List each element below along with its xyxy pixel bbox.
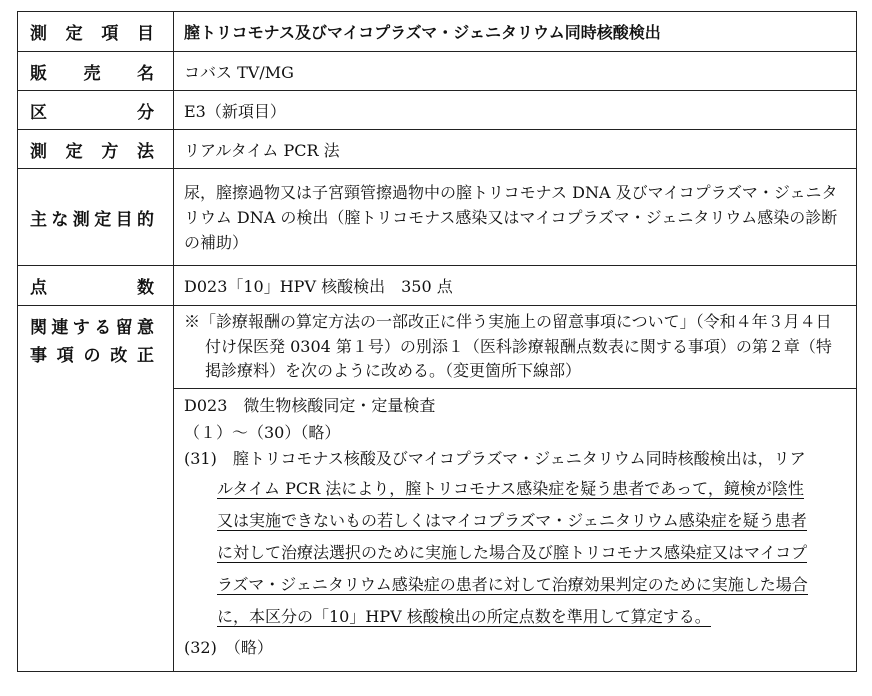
row-item: [18, 12, 857, 52]
label-category: 区分: [30, 102, 154, 123]
label-cell: [18, 130, 174, 169]
info-table: [17, 11, 857, 672]
label-cell: [18, 169, 174, 266]
label-revision-2: 事項の改正: [30, 346, 154, 366]
label-method: 測定方法: [30, 141, 154, 162]
underlined-line: ラズマ・ジェニタリウム感染症の患者に対して治療効果判定のために実施した場合: [217, 574, 808, 594]
label-revision-1: 関連する留意: [30, 318, 154, 338]
label-purpose: 主な測定目的: [30, 209, 154, 230]
revision-note-cell: [174, 306, 857, 389]
row-method: [18, 130, 857, 169]
item31-lead: (31) 膣トリコモナス核酸及びマイコプラズマ・ジェニタリウム同時核酸検出は，リア: [184, 449, 806, 468]
label-cell: [18, 266, 174, 306]
omit-line-2: (32) （略）: [184, 637, 273, 657]
omit-line-1: （１）～（30）（略）: [184, 422, 341, 442]
row-revision-note: [18, 306, 857, 389]
section-heading: D023 微生物核酸同定・定量検査: [184, 396, 436, 415]
label-cell: [18, 12, 174, 52]
row-category: [18, 91, 857, 130]
label-cell: [18, 91, 174, 130]
value-item: 膣トリコモナス及びマイコプラズマ・ジェニタリウム同時核酸検出: [174, 12, 857, 52]
underlined-line: に対して治療法選択のために実施した場合及び膣トリコモナス感染症又はマイコプ: [217, 542, 808, 562]
value-product: コバス TV/MG: [174, 52, 857, 91]
label-points: 点数: [30, 278, 154, 298]
value-method: リアルタイム PCR 法: [174, 130, 857, 169]
value-category: E3（新項目）: [174, 91, 857, 130]
row-purpose: [18, 169, 857, 266]
label-cell: [18, 306, 174, 672]
value-points: D023「10」HPV 核酸検出 350 点: [174, 266, 857, 306]
value-purpose: 尿，膣擦過物又は子宮頸管擦過物中の膣トリコモナス DNA 及びマイコプラズマ・ジェニタリウム DNA の検出（膣トリコモナス感染又はマイコプラズマ・ジェニタリウム感染の診断の補助）: [174, 169, 857, 266]
underlined-line: に，本区分の「10」HPV 核酸検出の所定点数を準用して算定する。: [217, 606, 711, 626]
item31-underlined: [184, 473, 846, 633]
revision-note: ※「診療報酬の算定方法の一部改正に伴う実施上の留意事項について」（令和４年３月４日付け保医発 0304 第１号）の別添１（医科診療報酬点数表に関する事項）の第２章（特掲診療料）を次のように改める。（変更箇所下線部）: [184, 312, 832, 381]
revision-body-cell: [174, 389, 857, 672]
label-item: 測定項目: [30, 24, 154, 44]
label-cell: [18, 52, 174, 91]
label-product: 販売名: [30, 63, 154, 84]
row-product: [18, 52, 857, 91]
row-points: [18, 266, 857, 306]
underlined-line: ルタイム PCR 法により，膣トリコモナス感染症を疑う患者であって，鏡検が陰性: [217, 478, 804, 498]
underlined-line: 又は実施できないもの若しくはマイコプラズマ・ジェニタリウム感染症を疑う患者: [217, 510, 807, 530]
